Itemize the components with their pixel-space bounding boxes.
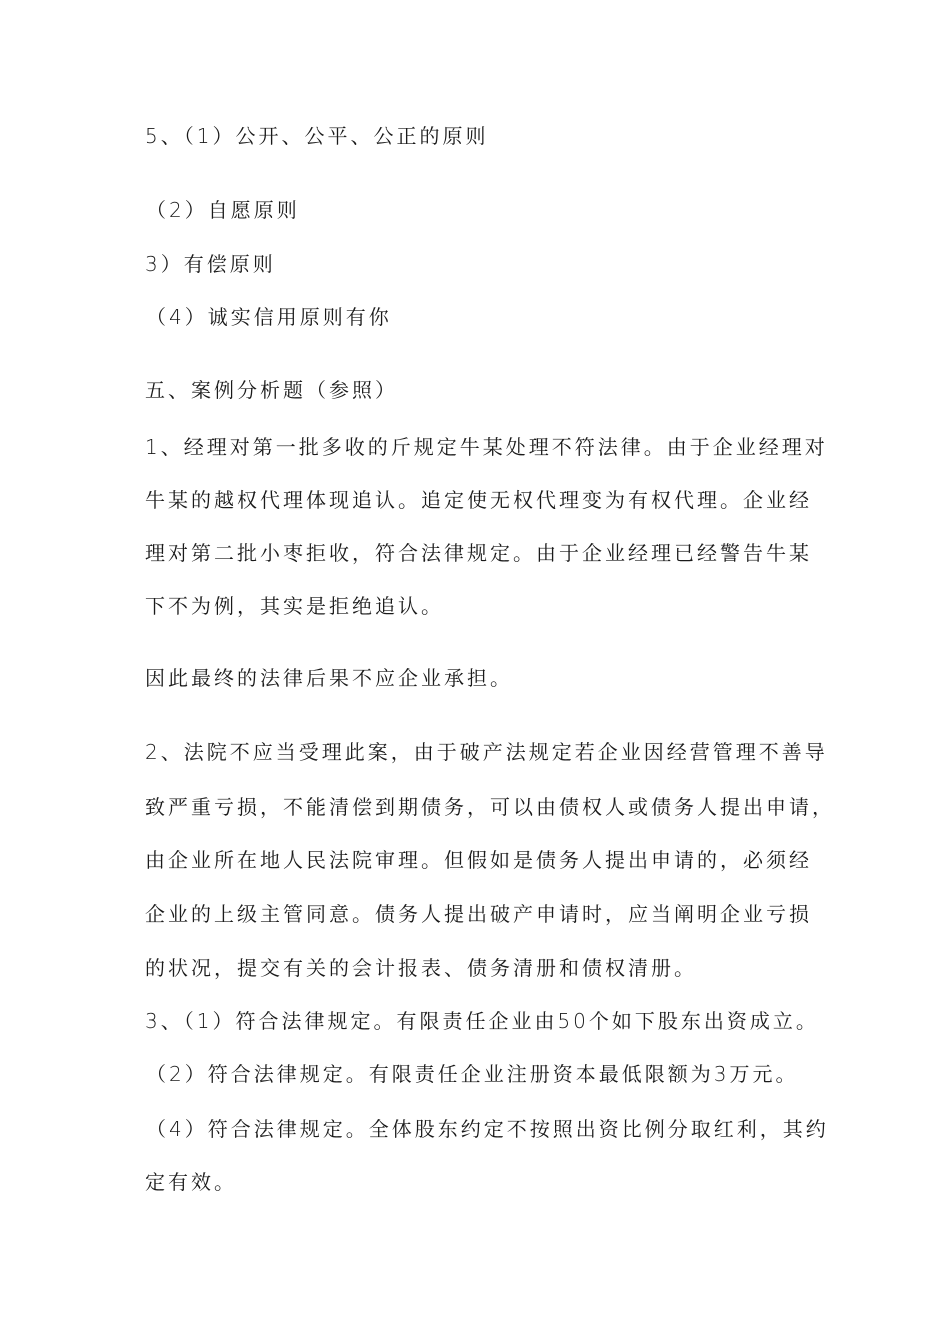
text-line: 1、经理对第一批多收的斤规定牛某处理不符法律。由于企业经理对 (145, 435, 828, 459)
text-line: 由企业所在地人民法院审理。但假如是债务人提出申请的，必须经 (145, 848, 812, 872)
text-line: （2）自愿原则 (146, 198, 300, 222)
text-line: （4）诚实信用原则有你 (146, 305, 392, 329)
section-heading: 五、案例分析题（参照） (145, 378, 398, 402)
text-line: 3、（1）符合法律规定。有限责任企业由50个如下股东出资成立。 (145, 1009, 819, 1033)
text-line: 3）有偿原则 (145, 252, 276, 276)
text-line: 致严重亏损，不能清偿到期债务，可以由债权人或债务人提出申请， (145, 795, 835, 819)
text-line: 理对第二批小枣拒收，符合法律规定。由于企业经理已经警告牛某 (145, 541, 812, 565)
text-line: （2）符合法律规定。有限责任企业注册资本最低限额为3万元。 (146, 1062, 799, 1086)
text-line: 牛某的越权代理体现追认。追定使无权代理变为有权代理。企业经 (145, 488, 812, 512)
text-line: 下不为例，其实是拒绝追认。 (145, 594, 444, 618)
text-line: 5、（1）公开、公平、公正的原则 (145, 124, 489, 148)
text-line: 企业的上级主管同意。债务人提出破产申请时，应当阐明企业亏损 (145, 902, 812, 926)
text-line: 2、法院不应当受理此案，由于破产法规定若企业因经营管理不善导 (145, 740, 828, 764)
text-line: 的状况，提交有关的会计报表、债务清册和债权清册。 (145, 956, 697, 980)
text-line: （4）符合法律规定。全体股东约定不按照出资比例分取红利，其约 (146, 1117, 829, 1141)
text-line: 因此最终的法律后果不应企业承担。 (145, 666, 513, 690)
text-line: 定有效。 (145, 1170, 237, 1194)
